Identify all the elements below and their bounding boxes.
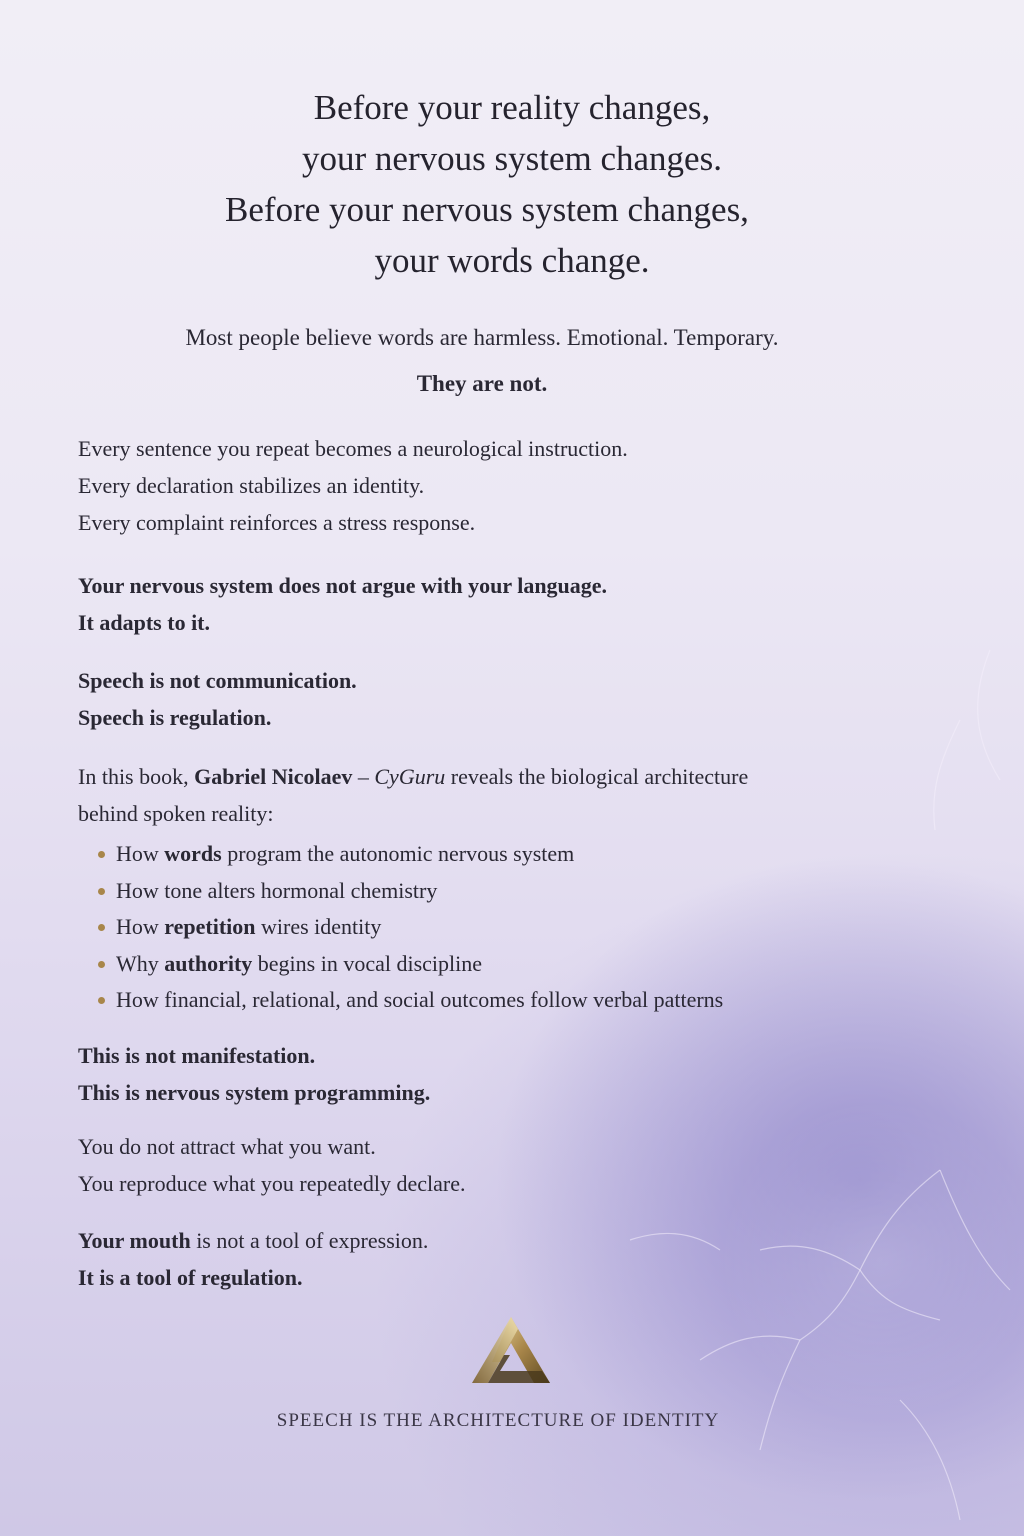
list-item: How words program the autonomic nervous system <box>96 836 723 873</box>
paragraph-line: This is not manifestation. <box>78 1043 316 1068</box>
bullet-icon <box>98 997 105 1004</box>
paragraph-line: It adapts to it. <box>78 610 211 635</box>
headline-line: Before your reality changes, <box>313 88 711 127</box>
paragraph-line: Every complaint reinforces a stress response. <box>78 510 476 535</box>
paragraph-line: Your mouth is not a tool of expression. <box>78 1228 429 1253</box>
paragraph-book-intro <box>78 758 958 832</box>
paragraph-programming <box>78 1037 958 1111</box>
paragraph-line: It is a tool of regulation. <box>78 1265 303 1290</box>
paragraph-line: Every sentence you repeat becomes a neurological instruction. <box>78 436 628 461</box>
list-item: How tone alters hormonal chemistry <box>96 873 723 910</box>
headline-line: your words change. <box>374 241 650 280</box>
bullet-icon <box>98 888 105 895</box>
bullet-icon <box>98 924 105 931</box>
paragraph-instructions <box>78 430 958 541</box>
author-alias: CyGuru <box>374 764 446 789</box>
intro <box>0 320 964 402</box>
dash: – <box>352 764 375 789</box>
bullet-list <box>96 836 723 1019</box>
headline-line: Before your nervous system changes, <box>225 190 749 229</box>
bullet-icon <box>98 961 105 968</box>
impossible-triangle-icon <box>470 1315 552 1387</box>
paragraph-line: Every declaration stabilizes an identity. <box>78 473 425 498</box>
paragraph-declare <box>78 1128 958 1202</box>
headline-line: your nervous system changes. <box>302 139 722 178</box>
intro-emphasis: They are not. <box>416 371 548 396</box>
paragraph-mouth <box>78 1222 958 1296</box>
paragraph-line: You reproduce what you repeatedly declare. <box>78 1171 466 1196</box>
paragraph-line: This is nervous system programming. <box>78 1080 431 1105</box>
author-name: Gabriel Nicolaev <box>194 764 353 789</box>
tagline: SPEECH IS THE ARCHITECTURE OF IDENTITY <box>276 1410 720 1431</box>
text-prefix: In this book, <box>78 764 195 789</box>
paragraph-line: Speech is regulation. <box>78 705 272 730</box>
paragraph-line <box>78 758 958 795</box>
list-item: How repetition wires identity <box>96 909 723 946</box>
list-item: How financial, relational, and social outcomes follow verbal patterns <box>96 982 723 1019</box>
bullet-icon <box>98 851 105 858</box>
paragraph-line: Speech is not communication. <box>78 668 357 693</box>
paragraph-regulation <box>78 662 958 736</box>
intro-line: Most people believe words are harmless. Emotional. Temporary. <box>185 325 779 350</box>
paragraph-line: behind spoken reality: <box>78 801 274 826</box>
paragraph-line: Your nervous system does not argue with your language. <box>78 573 608 598</box>
paragraph-line: You do not attract what you want. <box>78 1134 376 1159</box>
text-suffix: reveals the biological architecture <box>445 764 749 789</box>
headline <box>0 82 1024 286</box>
paragraph-adaptation <box>78 567 958 641</box>
list-item: Why authority begins in vocal discipline <box>96 946 723 983</box>
